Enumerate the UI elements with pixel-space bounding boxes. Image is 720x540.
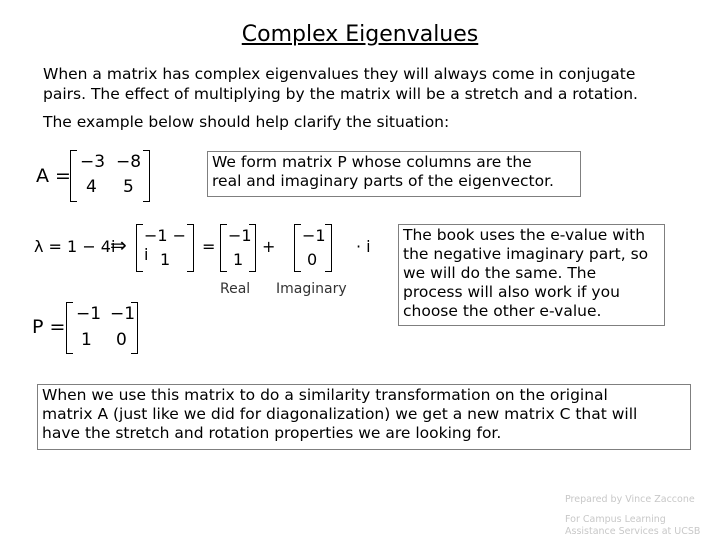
note-box-e-value (398, 224, 665, 326)
note-line: process will also work if you (403, 283, 620, 301)
intro-line-1: When a matrix has complex eigenvalues they will always come in conjugate (43, 65, 636, 83)
matrix-cell: −1 (76, 304, 102, 324)
imaginary-part-vector (294, 224, 332, 272)
label-real: Real (220, 281, 251, 297)
footer-credit (565, 514, 700, 538)
note-line: We form matrix P whose columns are the (212, 153, 532, 171)
left-bracket (70, 150, 77, 202)
footer-line: For Campus Learning (565, 514, 666, 525)
matrix-p (66, 302, 138, 354)
note-line: the negative imaginary part, so (403, 245, 649, 263)
page-title: Complex Eigenvalues (241, 22, 479, 47)
matrix-cell: 0 (116, 330, 127, 350)
left-bracket (220, 224, 227, 272)
note-box-matrix-p (207, 151, 581, 197)
vector-cell: −1 (302, 226, 326, 245)
note-line: When we use this matrix to do a similarity transformation on the original (42, 386, 608, 404)
matrix-a-label: A (36, 165, 49, 187)
implies-arrow: ⇒ (110, 233, 127, 257)
left-bracket (136, 224, 143, 272)
label-imaginary: Imaginary (276, 281, 347, 297)
intro-paragraph (43, 64, 638, 104)
matrix-p-label: P (32, 316, 44, 338)
footer-credit: Prepared by Vince Zaccone (565, 494, 695, 505)
note-line: real and imaginary parts of the eigenvector. (212, 172, 554, 190)
note-box-similarity (37, 384, 691, 450)
equals-sign: = (55, 165, 71, 187)
note-line: have the stretch and rotation properties we are looking for. (42, 424, 502, 442)
example-intro: The example below should help clarify the situation: (43, 113, 450, 131)
matrix-cell: −3 (80, 152, 106, 172)
footer-line: Assistance Services at UCSB (565, 526, 701, 537)
equals-sign: = (49, 316, 66, 338)
note-line: The book uses the e-value with (403, 226, 646, 244)
matrix-cell: 1 (81, 330, 92, 350)
right-bracket (143, 150, 150, 202)
vector-cell: −1 (228, 226, 252, 245)
left-bracket (294, 224, 301, 272)
equals-sign: = (202, 237, 216, 256)
matrix-cell: 4 (86, 177, 97, 197)
matrix-a (70, 150, 150, 202)
plus-sign: + (262, 237, 276, 256)
eigenvector (136, 224, 194, 272)
eigenvalue-expression: λ = 1 − 4i (34, 237, 116, 256)
note-line: we will do the same. The (403, 264, 597, 282)
matrix-p-name (32, 316, 65, 338)
real-part-vector (220, 224, 256, 272)
vector-cell: −1 − i (144, 226, 187, 264)
left-bracket (66, 302, 73, 354)
matrix-a-name (36, 165, 71, 187)
times-i: · i (356, 237, 371, 256)
note-line: choose the other e-value. (403, 302, 602, 320)
note-line: matrix A (just like we did for diagonalization) we get a new matrix C that will (42, 405, 638, 423)
right-bracket (325, 224, 332, 272)
intro-line-2: pairs. The effect of multiplying by the matrix will be a stretch and a rotation. (43, 85, 638, 103)
vector-cell: 1 (160, 250, 171, 269)
matrix-cell: −1 (110, 304, 136, 324)
vector-cell: 0 (307, 250, 318, 269)
vector-cell: 1 (233, 250, 244, 269)
matrix-cell: −8 (116, 152, 142, 172)
matrix-cell: 5 (123, 177, 134, 197)
